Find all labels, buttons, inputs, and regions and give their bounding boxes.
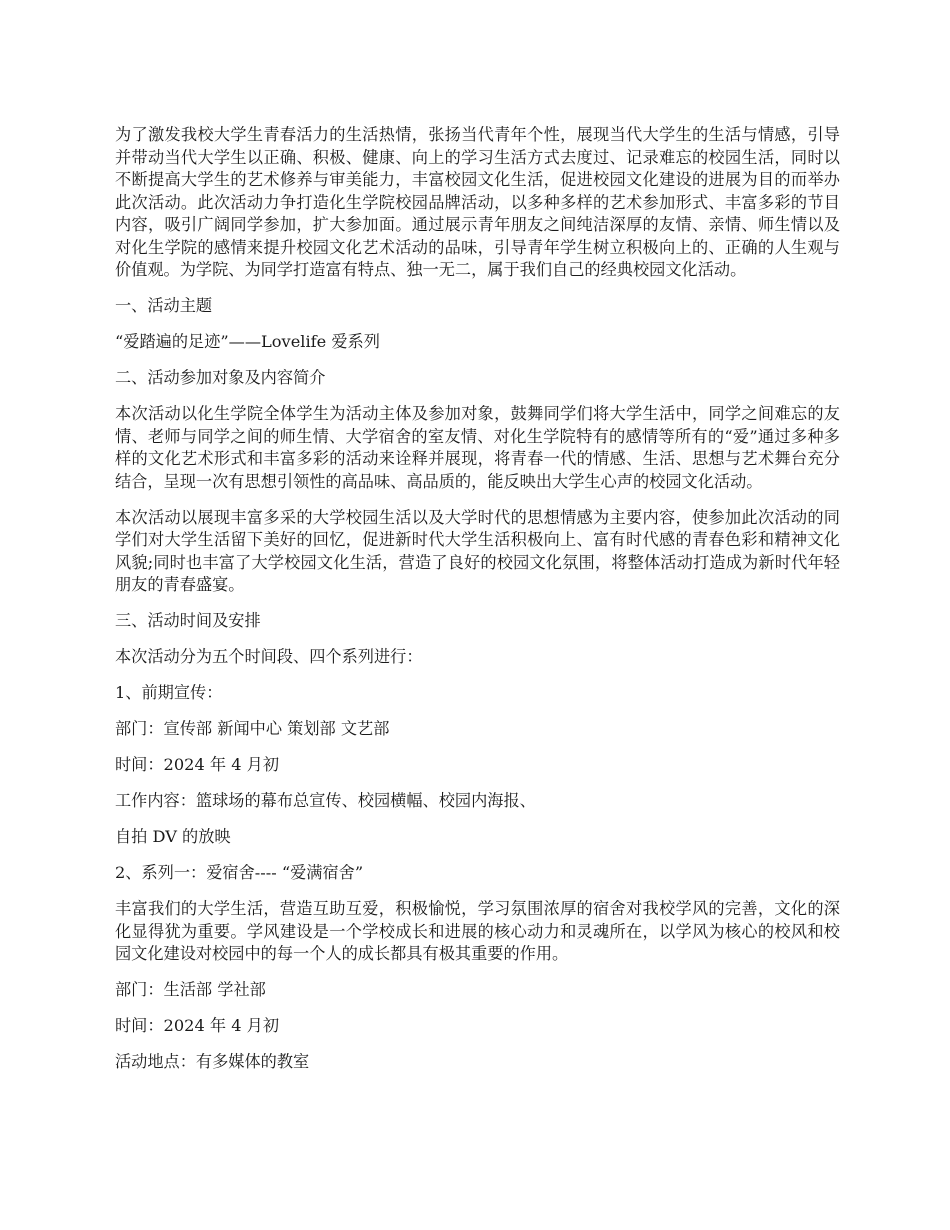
item2-heading: 2、系列一：爱宿舍---- “爱满宿舍” xyxy=(115,863,364,882)
item1-work: 工作内容：篮球场的幕布总宣传、校园横幅、校园内海报、 xyxy=(115,791,536,810)
item2-department: 部门：生活部 学社部 xyxy=(115,980,266,999)
item2-time: 时间：2024 年 4 月初 xyxy=(115,1016,280,1035)
item1-department: 部门：宣传部 新闻中心 策划部 文艺部 xyxy=(115,719,390,738)
schedule-intro: 本次活动分为五个时间段、四个系列进行： xyxy=(115,647,423,666)
participants-paragraph: 本次活动以化生学院全体学生为活动主体及参加对象，鼓舞同学们将大学生活中，同学之间难忘的友情、老师与同学之间的师生情、大学宿舍的室友情、对化生学院特有的感情等所有的“爱”通过多种多样的文化艺术形式和丰富多彩的活动来诠释并展现，将青春一代的情感、生活、思想与艺术舞台充分结合，呈现一次有思想引领性的高品味、高品质的，能反映出大学生心声的校园文化活动。 xyxy=(115,404,840,491)
section-heading-schedule: 三、活动时间及安排 xyxy=(115,611,261,630)
item2-paragraph: 丰富我们的大学生活，营造互助互爱，积极愉悦，学习氛围浓厚的宿舍对我校学风的完善，文化的深化显得犹为重要。学风建设是一个学校成长和进展的核心动力和灵魂所在，以学风为核心的校风和校园文化建设对校园中的每一个人的成长都具有极其重要的作用。 xyxy=(115,899,840,963)
item1-work-continued: 自拍 DV 的放映 xyxy=(115,827,231,846)
intro-paragraph: 为了激发我校大学生青春活力的生活热情，张扬当代青年个性，展现当代大学生的生活与情感，引导并带动当代大学生以正确、积极、健康、向上的学习生活方式去度过、记录难忘的校园生活，同时以不断提高大学生的艺术修养与审美能力，丰富校园文化生活，促进校园文化建设的进展为目的而举办此次活动。此次活动力争打造化生学院校园品牌活动，以多种多样的艺术参加形式、丰富多彩的节目内容，吸引广阔同学参加，扩大参加面。通过展示青年朋友之间纯洁深厚的友情、亲情、师生情以及对化生学院的感情来提升校园文化艺术活动的品味，引导青年学生树立积极向上的、正确的人生观与价值观。为学院、为同学打造富有特点、独一无二，属于我们自己的经典校园文化活动。 xyxy=(115,125,840,279)
item2-location: 活动地点：有多媒体的教室 xyxy=(115,1052,310,1071)
item1-time: 时间：2024 年 4 月初 xyxy=(115,755,280,774)
theme-text: “爱踏遍的足迹”——Lovelife 爱系列 xyxy=(115,332,380,351)
item1-heading: 1、前期宣传： xyxy=(115,683,223,702)
section-heading-participants: 二、活动参加对象及内容简介 xyxy=(115,368,326,387)
section-heading-theme: 一、活动主题 xyxy=(115,296,213,315)
document-page xyxy=(115,124,840,1087)
content-paragraph: 本次活动以展现丰富多采的大学校园生活以及大学时代的思想情感为主要内容，使参加此次活动的同学们对大学生活留下美好的回忆，促进新时代大学生活积极向上、富有时代感的青春色彩和精神文化风貌;同时也丰富了大学校园文化生活，营造了良好的校园文化氛围，将整体活动打造成为新时代年轻朋友的青春盛宴。 xyxy=(115,507,840,594)
